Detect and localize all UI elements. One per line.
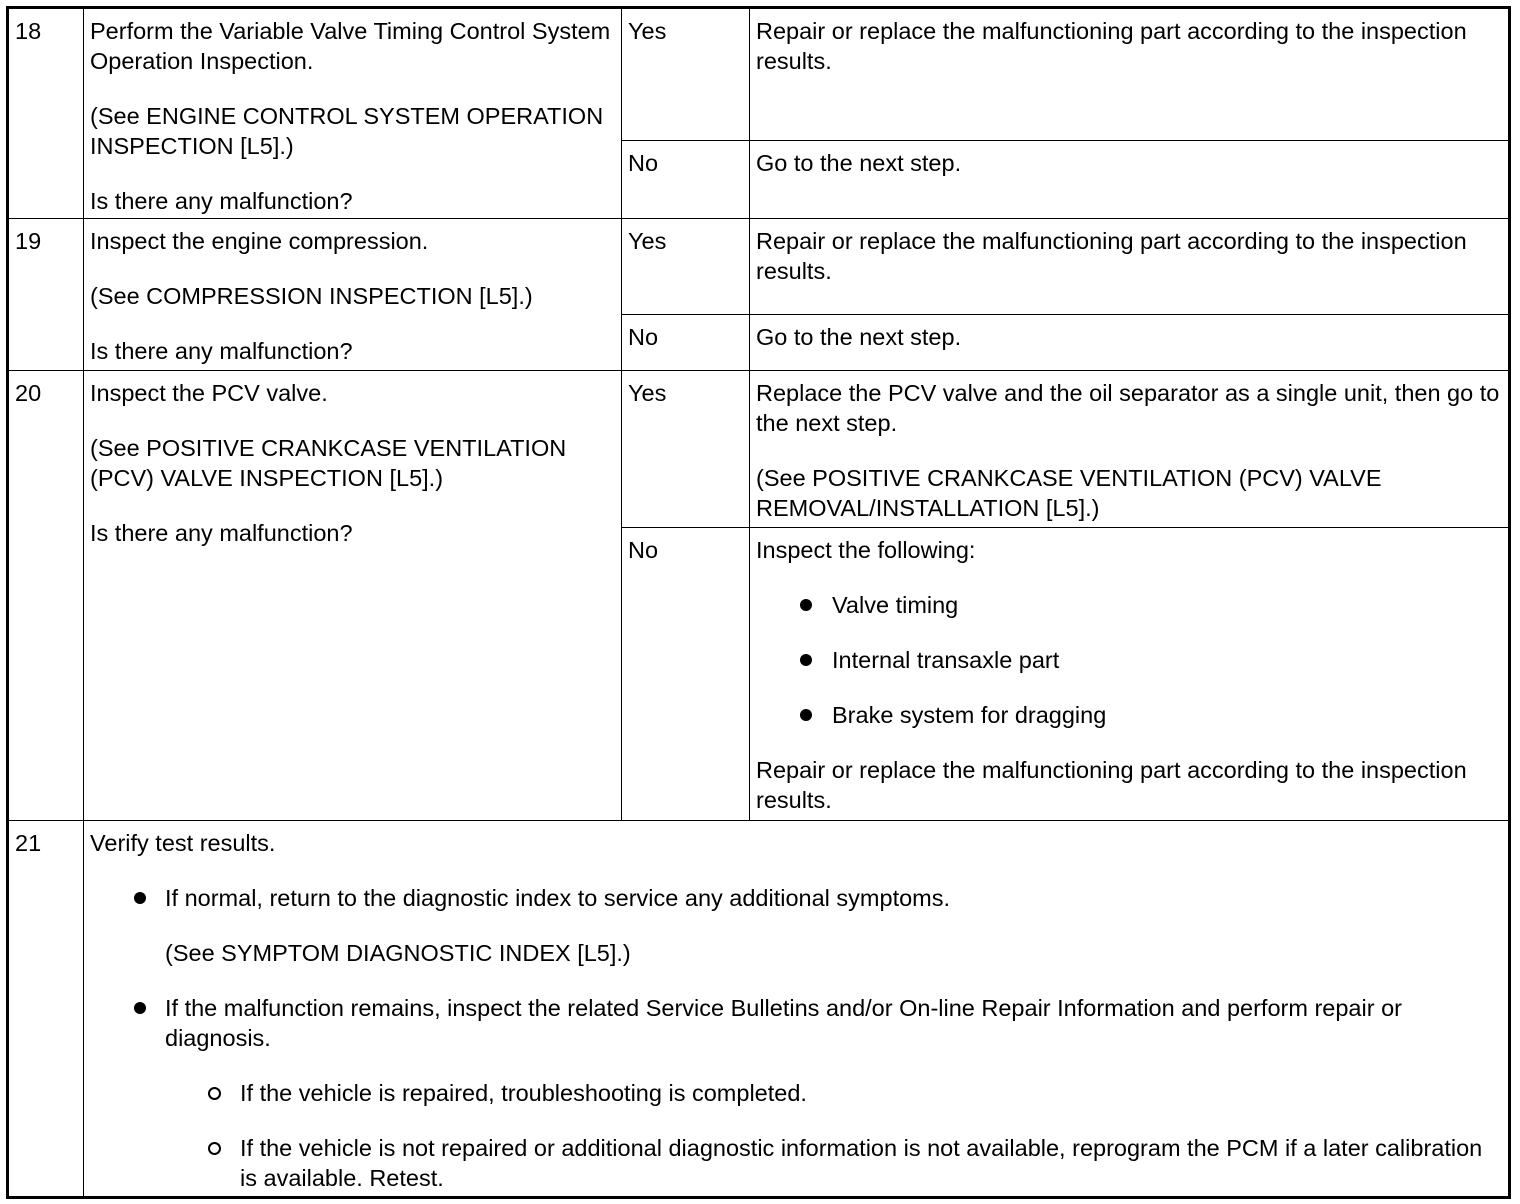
inspection-question: Is there any malfunction?	[90, 338, 353, 364]
list-item-text: Valve timing	[832, 592, 959, 618]
list-item-reference: (See SYMPTOM DIAGNOSTIC INDEX [L5].)	[165, 940, 631, 966]
inspection-reference: (See ENGINE CONTROL SYSTEM OPERATION INSPECTION [L5].)	[90, 103, 604, 159]
list-item	[756, 700, 1502, 730]
list-item	[756, 645, 1502, 675]
sub-list-item-text: If the vehicle is not repaired or additional diagnostic information is not available, reprogram the PCM if a later calibration is available. Retest.	[240, 1135, 1483, 1191]
list-item	[90, 993, 1502, 1193]
verify-list	[90, 883, 1502, 1193]
sub-list	[165, 1078, 1502, 1193]
list-item-text: Brake system for dragging	[832, 702, 1107, 728]
result-yes: Yes	[622, 371, 750, 528]
action-text: Go to the next step.	[756, 150, 962, 176]
action-text: Go to the next step.	[756, 324, 962, 350]
action-no	[750, 141, 1510, 219]
verify-cell	[84, 821, 1510, 1198]
inspection-list	[756, 590, 1502, 730]
inspection-question: Is there any malfunction?	[90, 520, 353, 546]
list-item	[756, 590, 1502, 620]
verify-title: Verify test results.	[90, 830, 276, 856]
action-yes	[750, 8, 1510, 141]
action-text: Repair or replace the malfunctioning part according to the inspection results.	[756, 228, 1467, 284]
inspection-reference: (See COMPRESSION INSPECTION [L5].)	[90, 283, 533, 309]
result-yes: Yes	[622, 8, 750, 141]
sub-list-item	[165, 1133, 1502, 1193]
result-yes: Yes	[622, 219, 750, 315]
inspection-cell	[84, 219, 622, 371]
action-intro: Inspect the following:	[756, 537, 976, 563]
list-item-text: Internal transaxle part	[832, 647, 1060, 673]
circle-bullet-icon	[208, 1087, 221, 1100]
action-yes	[750, 371, 1510, 528]
action-no	[750, 315, 1510, 371]
diagnostic-procedure-table	[6, 6, 1511, 1199]
bullet-icon	[800, 654, 812, 666]
inspection-instruction: Inspect the PCV valve.	[90, 380, 328, 406]
step-19-yes-row	[8, 219, 1510, 315]
result-no: No	[622, 315, 750, 371]
circle-bullet-icon	[208, 1142, 221, 1155]
action-outro: Repair or replace the malfunctioning part according to the inspection results.	[756, 757, 1467, 813]
inspection-question: Is there any malfunction?	[90, 188, 353, 214]
bullet-icon	[800, 709, 812, 721]
action-no	[750, 528, 1510, 821]
action-text: Repair or replace the malfunctioning part according to the inspection results.	[756, 18, 1467, 74]
step-number: 18	[8, 8, 84, 219]
step-18-yes-row	[8, 8, 1510, 141]
list-item-text: If normal, return to the diagnostic index to service any additional symptoms.	[165, 885, 951, 911]
step-number: 19	[8, 219, 84, 371]
inspection-cell	[84, 8, 622, 219]
step-21-row	[8, 821, 1510, 1198]
action-text: Replace the PCV valve and the oil separator as a single unit, then go to the next step.	[756, 380, 1500, 436]
bullet-icon	[134, 892, 146, 904]
inspection-cell	[84, 371, 622, 821]
inspection-instruction: Perform the Variable Valve Timing Control System Operation Inspection.	[90, 18, 611, 74]
step-20-yes-row	[8, 371, 1510, 528]
action-yes	[750, 219, 1510, 315]
sub-list-item-text: If the vehicle is repaired, troubleshooting is completed.	[240, 1080, 807, 1106]
list-item	[90, 883, 1502, 968]
sub-list-item	[165, 1078, 1502, 1108]
action-reference: (See POSITIVE CRANKCASE VENTILATION (PCV) VALVE REMOVAL/INSTALLATION [L5].)	[756, 465, 1382, 521]
inspection-instruction: Inspect the engine compression.	[90, 228, 429, 254]
result-no: No	[622, 528, 750, 821]
list-item-text: If the malfunction remains, inspect the related Service Bulletins and/or On-line Repair Information and perform repair or diagnosis.	[165, 995, 1402, 1051]
inspection-reference: (See POSITIVE CRANKCASE VENTILATION (PCV) VALVE INSPECTION [L5].)	[90, 435, 567, 491]
result-no: No	[622, 141, 750, 219]
step-number: 20	[8, 371, 84, 821]
bullet-icon	[134, 1002, 146, 1014]
bullet-icon	[800, 599, 812, 611]
step-number: 21	[8, 821, 84, 1198]
